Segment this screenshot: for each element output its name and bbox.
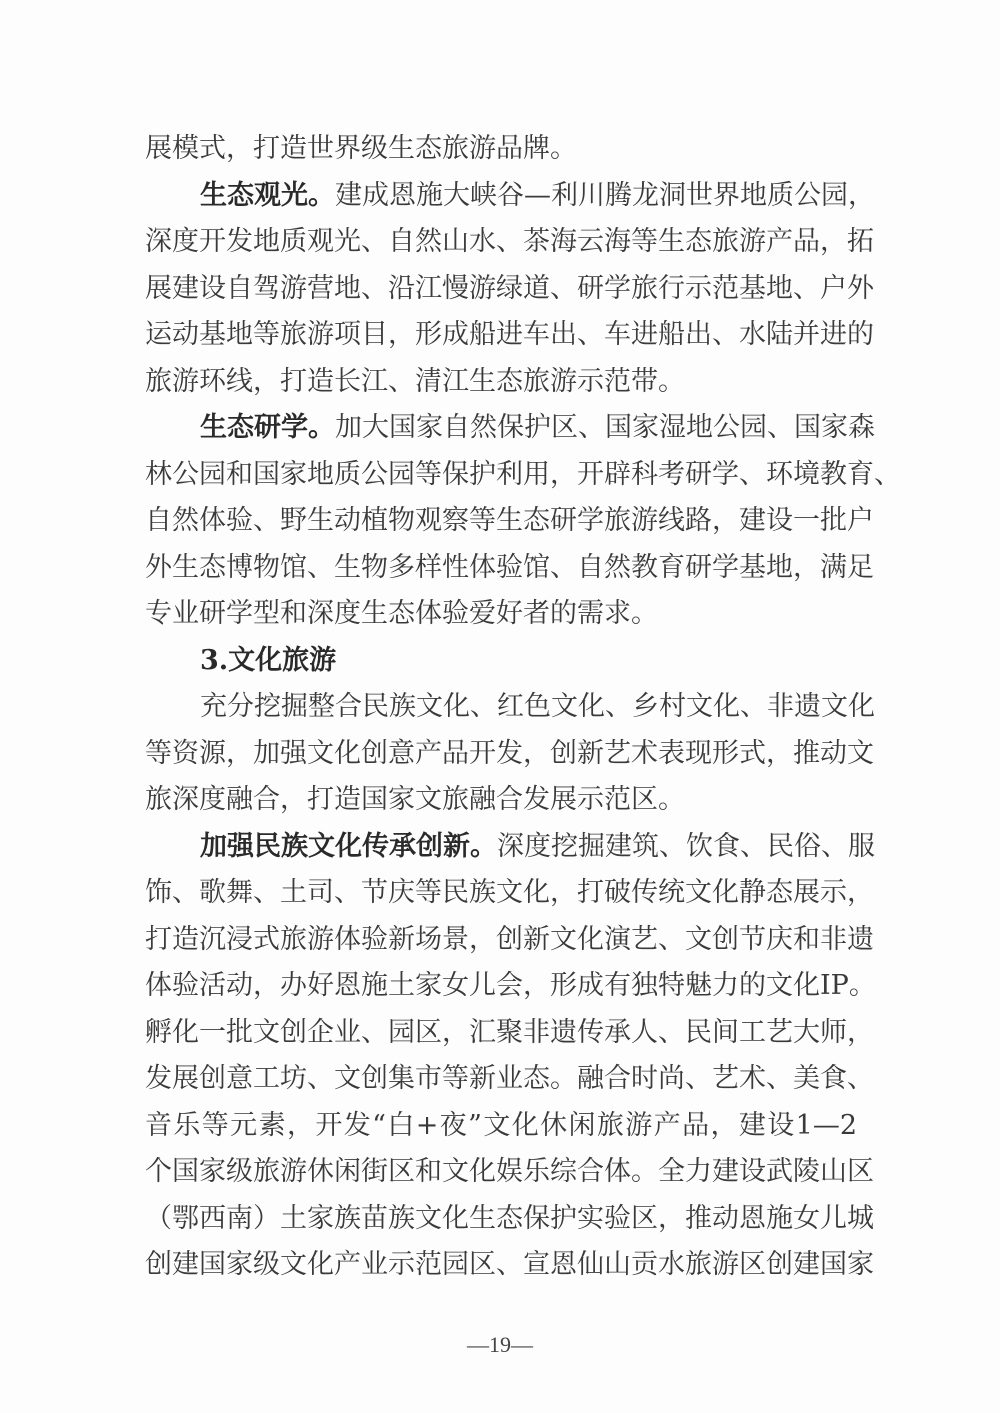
text-line: 外生态博物馆、生物多样性体验馆、自然教育研学基地，满足: [145, 551, 874, 583]
text-line: 发展创意工坊、文创集市等新业态。融合时尚、艺术、美食、: [145, 1063, 874, 1094]
page-number: —19—: [467, 1332, 533, 1357]
bold-heading: 生态研学。: [200, 412, 335, 443]
text-line: 创建国家级文化产业示范园区、宣恩仙山贡水旅游区创建国家: [145, 1249, 874, 1280]
text-line: 孵化一批文创企业、园区，汇聚非遗传承人、民间工艺大师，: [145, 1016, 874, 1048]
section-heading: 3.文化旅游: [200, 644, 337, 676]
text-line: 展建设自驾游营地、沿江慢游绿道、研学旅行示范基地、户外: [145, 272, 874, 304]
text-line: 旅游环线，打造长江、清江生态旅游示范带。: [145, 365, 685, 397]
text-line: 等资源，加强文化创意产品开发，创新艺术表现形式，推动文: [145, 737, 874, 769]
text-line: 音乐等元素，开发“白+夜”文化休闲旅游产品，建设1—2: [145, 1109, 857, 1141]
text-line: 充分挖掘整合民族文化、红色文化、乡村文化、非遗文化: [200, 691, 875, 722]
text-line: 体验活动，办好恩施土家女儿会，形成有独特魅力的文化IP。: [145, 970, 876, 1001]
text-line: 旅深度融合，打造国家文旅融合发展示范区。: [145, 784, 685, 815]
body-text: [145, 126, 901, 1289]
text-line: 展模式，打造世界级生态旅游品牌。: [145, 133, 577, 164]
text-line: 加强民族文化传承创新。深度挖掘建筑、饮食、民俗、服: [200, 830, 875, 862]
text-line: 饰、歌舞、土司、节庆等民族文化，打破传统文化静态展示，: [145, 877, 874, 908]
text-line: 专业研学型和深度生态体验爱好者的需求。: [145, 598, 658, 629]
bold-heading: 生态观光。: [200, 179, 335, 211]
text-line: 个国家级旅游休闲街区和文化娱乐综合体。全力建设武陵山区: [145, 1156, 874, 1187]
bold-heading: 加强民族文化传承创新。: [200, 830, 497, 862]
text-line: 深度开发地质观光、自然山水、茶海云海等生态旅游产品，拓: [145, 226, 874, 257]
text-line: 运动基地等旅游项目，形成船进车出、车进船出、水陆并进的: [145, 319, 874, 350]
text-line: （鄂西南）土家族苗族文化生态保护实验区，推动恩施女儿城: [145, 1202, 874, 1234]
text-line: 打造沉浸式旅游体验新场景，创新文化演艺、文创节庆和非遗: [145, 923, 874, 955]
text-line: 生态研学。加大国家自然保护区、国家湿地公园、国家森: [200, 412, 875, 443]
text-line: 林公园和国家地质公园等保护利用，开辟科考研学、环境教育、: [145, 458, 901, 490]
text-line: 自然体验、野生动植物观察等生态研学旅游线路，建设一批户: [145, 505, 874, 536]
text-line: 生态观光。建成恩施大峡谷—利川腾龙洞世界地质公园，: [200, 179, 875, 211]
